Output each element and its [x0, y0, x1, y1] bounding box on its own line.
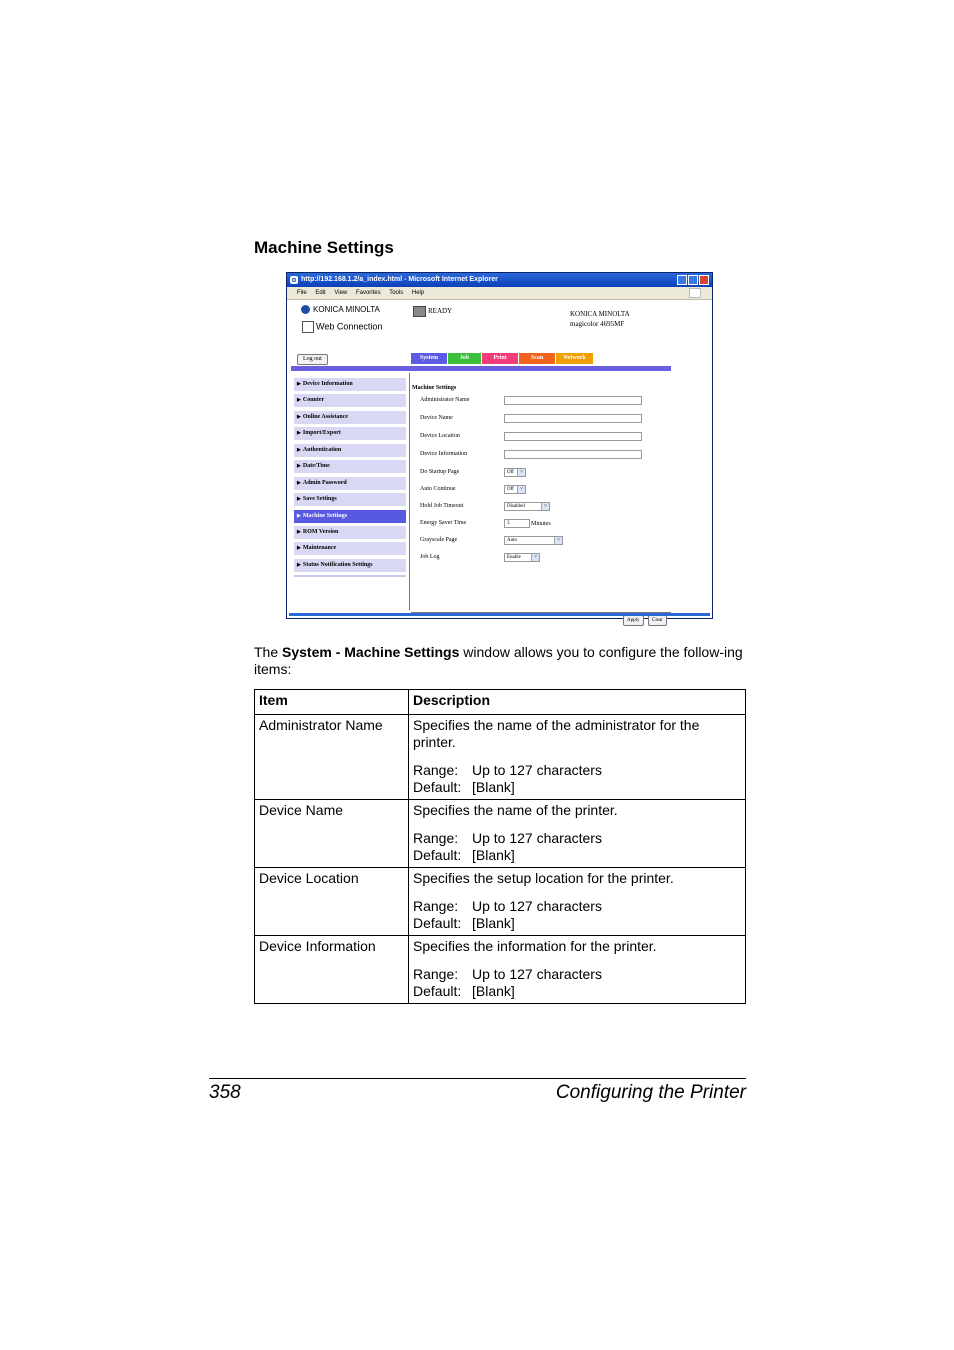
field-label: Grayscale Page	[420, 537, 458, 543]
table-row	[255, 868, 746, 936]
browser-title: http://192.168.1.2/a_index.html - Microsoft Internet Explorer	[301, 276, 498, 283]
tab-print[interactable]: Print	[482, 353, 518, 364]
item-description: Specifies the information for the printer. Range: Up to 127 characters Default: [Blank]	[409, 936, 746, 1004]
internet-explorer-icon	[290, 276, 298, 284]
sidebar-item-admin-password[interactable]: ▶ Admin Password	[294, 477, 406, 490]
printer-status: READY	[413, 306, 452, 317]
table-row	[255, 936, 746, 1004]
konica-minolta-globe-icon	[301, 305, 310, 314]
menu-tools[interactable]: Tools	[389, 290, 404, 296]
field-label: Auto Continue	[420, 486, 456, 492]
menu-favorites[interactable]: Favorites	[355, 290, 381, 296]
main-tabs	[411, 353, 593, 364]
item-description: Specifies the name of the printer. Range: Up to 127 characters Default: [Blank]	[409, 800, 746, 868]
menu-view[interactable]: View	[334, 290, 348, 296]
grayscale-page-select[interactable]: Auto ˅	[504, 536, 563, 545]
section-heading: Machine Settings	[254, 238, 394, 257]
window-bottom-border	[289, 613, 710, 616]
chevron-down-icon: ˅	[517, 469, 525, 476]
sidebar-nav	[294, 378, 406, 577]
column-header-item: Item	[255, 690, 409, 715]
sidebar-item-device-information[interactable]: ▶ Device Information	[294, 378, 406, 391]
maximize-icon[interactable]	[688, 275, 698, 285]
item-name: Device Information	[255, 936, 409, 1004]
hold-job-timeout-select[interactable]: Disabled ˅	[504, 502, 550, 511]
tab-network[interactable]: Network	[556, 353, 593, 364]
item-name: Device Location	[255, 868, 409, 936]
item-description: Specifies the name of the administrator for the printer. Range: Up to 127 characters Default: [Blank]	[409, 715, 746, 800]
web-connection-page	[289, 300, 710, 623]
header-divider	[291, 366, 671, 371]
chevron-down-icon: ˅	[541, 503, 549, 510]
browser-title-bar	[287, 273, 712, 287]
table-row	[255, 715, 746, 800]
minimize-icon[interactable]	[677, 275, 687, 285]
logout-button[interactable]: Log out	[297, 354, 328, 365]
printer-model: KONICA MINOLTA magicolor 4695MF	[570, 310, 630, 328]
sidebar-item-maintenance[interactable]: ▶ Maintenance	[294, 542, 406, 555]
sidebar-divider	[409, 373, 410, 610]
footer-rule	[209, 1078, 746, 1079]
energy-saver-unit: Minutes	[531, 521, 551, 527]
table-header-row	[255, 690, 746, 715]
form-title: Machine Settings	[412, 385, 457, 391]
field-label: Device Information	[420, 451, 468, 457]
sidebar-item-rom-version[interactable]: ▶ ROM Version	[294, 526, 406, 539]
field-label: Do Startup Page	[420, 469, 460, 475]
sidebar-item-save-settings[interactable]: ▶ Save Settings	[294, 493, 406, 506]
browser-menu-bar	[287, 287, 712, 300]
menu-edit[interactable]: Edit	[315, 290, 326, 296]
pagescope-icon	[302, 321, 314, 333]
item-name: Administrator Name	[255, 715, 409, 800]
menu-help[interactable]: Help	[411, 290, 425, 296]
chapter-title: Configuring the Printer	[555, 1082, 746, 1103]
field-label: Hold Job Timeout	[420, 503, 464, 509]
tab-system[interactable]: System	[411, 353, 447, 364]
browser-window-screenshot	[286, 272, 713, 623]
sidebar-item-date-time[interactable]: ▶ Date/Time	[294, 460, 406, 473]
sidebar-item-counter[interactable]: ▶ Counter	[294, 394, 406, 407]
sidebar-item-machine-settings[interactable]: ▶ Machine Settings	[294, 510, 406, 523]
sidebar-item-online-assistance[interactable]: ▶ Online Assistance	[294, 411, 406, 424]
device-location-input[interactable]	[504, 432, 642, 441]
tab-job[interactable]: Job	[448, 353, 481, 364]
item-description: Specifies the setup location for the printer. Range: Up to 127 characters Default: [Blank]	[409, 868, 746, 936]
sidebar-item-import-export[interactable]: ▶ Import/Export	[294, 427, 406, 440]
clear-button[interactable]: Clear	[648, 615, 667, 626]
job-log-select[interactable]: Enable ˅	[504, 553, 540, 562]
field-label: Job Log	[420, 554, 440, 560]
column-header-description: Description	[409, 690, 746, 715]
tab-scan[interactable]: Scan	[519, 353, 555, 364]
settings-table	[254, 689, 746, 1004]
printer-icon	[413, 306, 426, 317]
field-label: Energy Saver Time	[420, 520, 467, 526]
apply-button[interactable]: Apply	[623, 615, 644, 626]
konica-minolta-logo: KONICA MINOLTA	[301, 305, 380, 314]
do-startup-page-select[interactable]: Off ˅	[504, 468, 526, 477]
auto-continue-select[interactable]: Off ˅	[504, 485, 526, 494]
field-label: Device Name	[420, 415, 453, 421]
device-information-input[interactable]	[504, 450, 642, 459]
field-label: Device Location	[420, 433, 460, 439]
table-row	[255, 800, 746, 868]
administrator-name-input[interactable]	[504, 396, 642, 405]
menu-file[interactable]: File	[297, 290, 307, 296]
page-number: 358	[209, 1082, 241, 1103]
windows-logo-icon	[689, 288, 701, 298]
intro-paragraph: The System - Machine Settings window allows you to configure the follow-ing items:	[254, 644, 743, 677]
sidebar-item-authentication[interactable]: ▶ Authentication	[294, 444, 406, 457]
web-connection-logo: Web Connection	[302, 321, 382, 333]
chevron-down-icon: ˅	[517, 486, 525, 493]
chevron-down-icon: ˅	[531, 554, 539, 561]
device-name-input[interactable]	[504, 414, 642, 423]
field-label: Administrator Name	[420, 397, 470, 403]
chevron-down-icon: ˅	[554, 537, 562, 544]
item-name: Device Name	[255, 800, 409, 868]
close-icon[interactable]	[699, 275, 709, 285]
sidebar-item-status-notification-settings[interactable]: ▶ Status Notification Settings	[294, 559, 406, 572]
energy-saver-time-input[interactable]: 3	[504, 519, 530, 528]
